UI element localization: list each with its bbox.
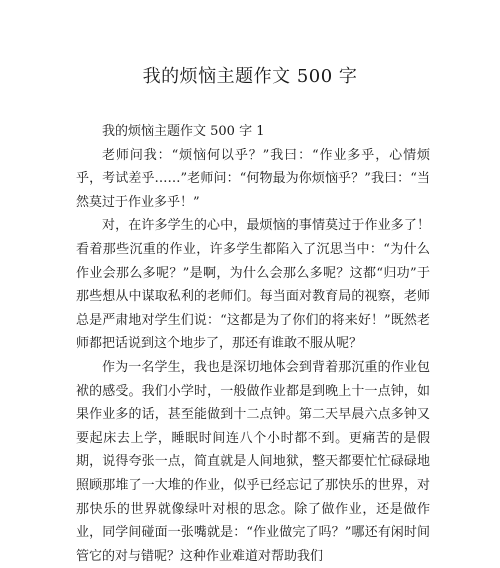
document-title: 我的烦恼主题作文 500 字 (142, 66, 358, 87)
document-subtitle: 我的烦恼主题作文 500 字 1 (102, 124, 265, 139)
paragraph: 作为一名学生，我也是深切地体会到背着那沉重的作业包袱的感受。我们小学时，一般做作业都是到晚上十一点钟，如果作业多的话，甚至能做到十二点钟。第二天早晨六点多钟又要起床去上学，睡眠时间连八个小时都不到。更痛苦的是假期，说得夸张一点，简直就是人间地狱，整天都要忙忙碌碌地照顾那堆了一大堆的作业，似乎已经忘记了那快乐的世界，对那快乐的世界就像绿叶对根的思念。除了做作业，还是做作业，同学间碰面一张嘴就是：“作业做完了吗？”哪还有闲时间管它的对与错呢？这种作业难道对帮助我们 (76, 359, 430, 564)
document-body (76, 120, 430, 568)
paragraph: 对，在许多学生的心中，最烦恼的事情莫过于作业多了！看着那些沉重的作业，许多学生都陷入了沉思当中：“为什么作业会那么多呢？”是啊，为什么会那么多呢？这都“归功”于那些想从中谋取私利的老师们。每当面对教育局的视察，老师总是严肃地对学生们说：“这都是为了你们的将来好！”既然老师都把话说到这个地步了，那还有谁敢不服从呢？ (76, 218, 430, 352)
paragraph: 老师问我：“烦恼何以乎？”我曰：“作业多乎，心情烦乎，考试差乎……”老师问：“何物最为你烦恼乎？”我曰：“当然莫过于作业多乎！” (76, 147, 430, 210)
